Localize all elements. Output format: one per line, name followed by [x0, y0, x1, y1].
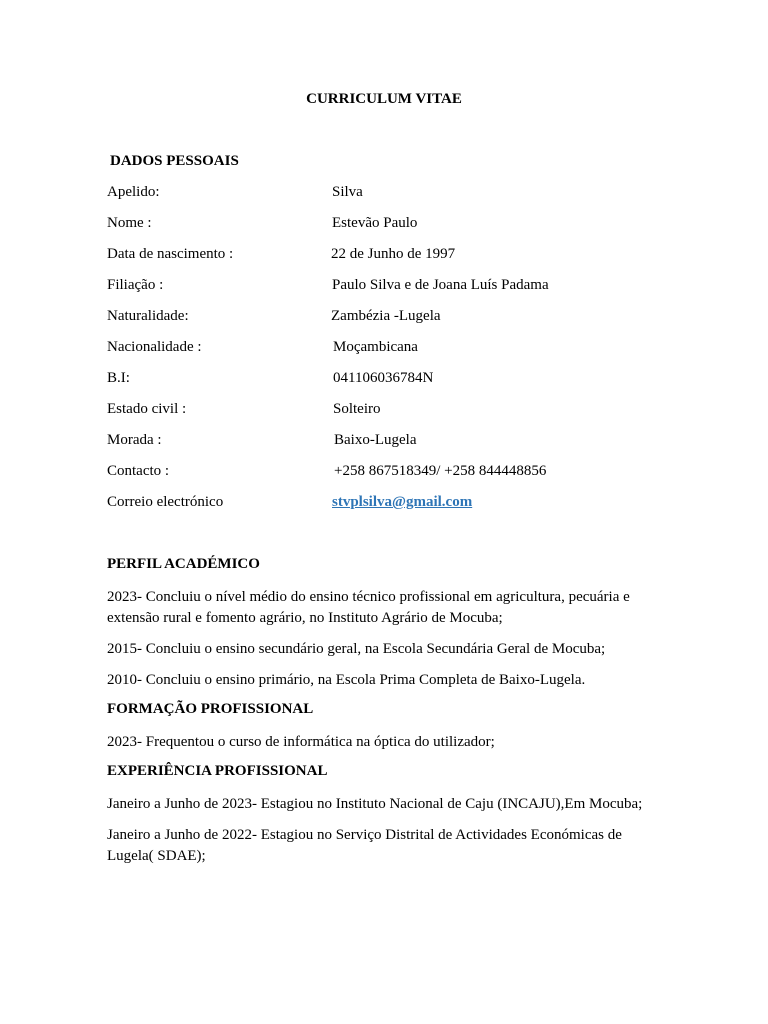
- field-label: Nome :: [107, 215, 152, 231]
- field-value: Solteiro: [333, 401, 381, 417]
- field-value: Paulo Silva e de Joana Luís Padama: [332, 277, 549, 293]
- personal-field-surname: [107, 184, 707, 204]
- field-label: Correio electrónico: [107, 494, 224, 510]
- field-label: Naturalidade:: [107, 308, 189, 324]
- personal-field-id: [107, 370, 707, 390]
- field-label: Contacto :: [107, 463, 170, 479]
- experience-item: Janeiro a Junho de 2022- Estagiou no Serviço Distrital de Actividades Económicas de Lugela( SDAE);: [107, 827, 622, 864]
- field-value: Silva: [332, 184, 363, 200]
- field-label: Estado civil :: [107, 401, 187, 417]
- professional-training-heading: FORMAÇÃO PROFISSIONAL: [107, 701, 314, 717]
- field-label: Filiação :: [107, 277, 164, 293]
- field-value: +258 867518349/ +258 844448856: [334, 463, 547, 479]
- field-label: B.I:: [107, 370, 130, 386]
- personal-field-nationality: [107, 339, 707, 359]
- personal-field-name: [107, 215, 707, 235]
- field-value: Moçambicana: [333, 339, 418, 355]
- personal-field-marital-status: [107, 401, 707, 421]
- academic-item: 2023- Concluiu o nível médio do ensino técnico profissional em agricultura, pecuária e extensão rural e fomento agrário, no Instituto Agrário de Mocuba;: [107, 589, 630, 626]
- field-value: Baixo-Lugela: [334, 432, 417, 448]
- field-label: Apelido:: [107, 184, 160, 200]
- personal-field-birthplace: [107, 308, 707, 328]
- academic-profile-heading: PERFIL ACADÉMICO: [107, 556, 260, 572]
- personal-field-contact: [107, 463, 707, 483]
- field-value: 041106036784N: [333, 370, 434, 386]
- personal-field-address: [107, 432, 707, 452]
- training-item: 2023- Frequentou o curso de informática na óptica do utilizador;: [107, 734, 495, 750]
- email-link[interactable]: stvplsilva@gmail.com: [332, 494, 473, 510]
- professional-experience-heading: EXPERIÊNCIA PROFISSIONAL: [107, 763, 328, 779]
- personal-field-parents: [107, 277, 707, 297]
- personal-field-email: [107, 494, 707, 514]
- experience-item: Janeiro a Junho de 2023- Estagiou no Instituto Nacional de Caju (INCAJU),Em Mocuba;: [107, 796, 643, 812]
- field-value: Estevão Paulo: [332, 215, 418, 231]
- field-label: Morada :: [107, 432, 162, 448]
- document-title: CURRICULUM VITAE: [306, 91, 462, 107]
- field-value: Zambézia -Lugela: [331, 308, 441, 324]
- personal-data-heading: DADOS PESSOAIS: [110, 153, 239, 169]
- field-label: Data de nascimento :: [107, 246, 234, 262]
- field-value: 22 de Junho de 1997: [331, 246, 456, 262]
- academic-item: 2010- Concluiu o ensino primário, na Escola Prima Completa de Baixo-Lugela.: [107, 672, 586, 688]
- field-label: Nacionalidade :: [107, 339, 202, 355]
- academic-item: 2015- Concluiu o ensino secundário geral, na Escola Secundária Geral de Mocuba;: [107, 641, 606, 657]
- personal-field-birthdate: [107, 246, 707, 266]
